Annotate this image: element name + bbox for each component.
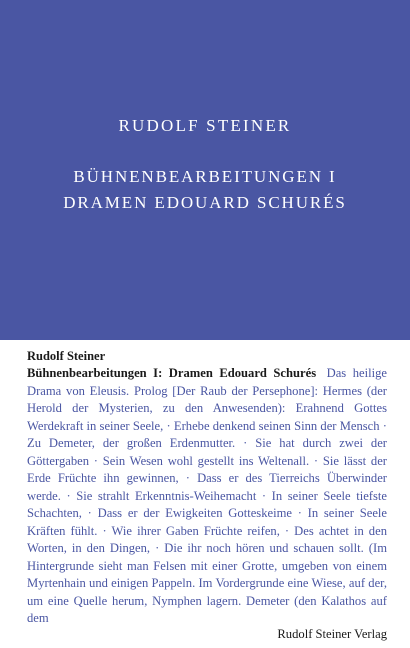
excerpt-title: Bühnenbearbeitungen I: Dramen Edouard Schurés <box>27 366 317 380</box>
cover-bottom-panel <box>0 340 410 648</box>
excerpt-text: Das heilige Drama von Eleusis. Prolog [Der Raub der Persephone]: Hermes (der Herold der Mysterien, zu den Anwesenden): Erahnend Gottes Werdekraft in seiner Seele, · Erhebe denkend seinen Sinn der Mensch · Zu Demeter, der großen Erdenmutter. · Sie hat durch zwei der Göttergaben · Sein Wesen wohl gestellt ins Weltenall. · Sie lässt der Erde Früchte ihn gewinnen, · Dass er des Tierreichs Überwinder werde. · Sie strahlt Erkenntnis-Weihemacht · In seiner Seele tiefste Schachten, · Dass er der Ewigkeiten Gotteskeime · In seiner Seele Kräften fühlt. · Wie ihrer Gaben Früchte reifen, · Des achtet in den Worten, in den Dingen, · Die ihr noch hören und schauen sollt. (Im Hintergrunde sieht man Felsen mit einer Grotte, umgeben von einem Myrtenhain und einigen Pappeln. Im Vordergrunde eine Wiese, auf der, um eine Quelle herum, Nymphen lagern. Demeter (den Kalathos auf dem <box>27 366 387 625</box>
author-name-caps: RUDOLF STEINER <box>118 116 292 135</box>
excerpt-paragraph <box>27 365 387 628</box>
author-name: Rudolf Steiner <box>27 349 106 363</box>
title-line-2: DRAMEN EDOUARD SCHURÉS <box>63 193 347 212</box>
title-line-1: BÜHNENBEARBEITUNGEN I <box>73 167 337 186</box>
publisher-name: Rudolf Steiner Verlag <box>277 627 387 641</box>
book-title <box>0 164 410 216</box>
